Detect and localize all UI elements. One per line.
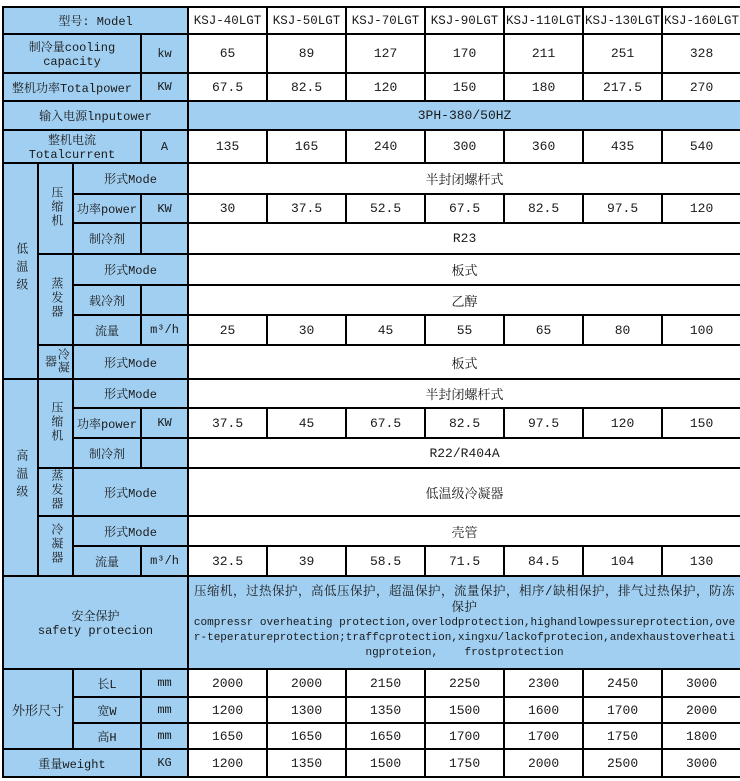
- value-cell: 540: [662, 130, 740, 163]
- value-cell: 1700: [583, 697, 662, 723]
- row-low-coolant: [3, 285, 740, 315]
- value-cell: 120: [346, 73, 425, 101]
- row-total-current: [3, 130, 740, 163]
- model-cell: KSJ-50LGT: [267, 7, 346, 34]
- value-cell: 3000: [662, 749, 740, 777]
- value-cell: 1350: [267, 749, 346, 777]
- high-refrigerant-value: R22/R404A: [188, 438, 740, 468]
- length-unit: mm: [141, 669, 188, 697]
- row-weight: [3, 749, 740, 777]
- low-coolant-unit-empty: [141, 285, 188, 315]
- value-cell: 37.5: [188, 408, 267, 438]
- high-refrigerant-label: 制冷剂: [73, 438, 141, 468]
- value-cell: 2000: [188, 669, 267, 697]
- row-dimension-width: [3, 697, 740, 723]
- value-cell: 240: [346, 130, 425, 163]
- safety-text-cn: 压缩机，过热保护，高低压保护，超温保护，流量保护，相序/缺相保护，排气过热保护，防冻保护: [194, 584, 736, 616]
- low-stage-label: 低温级: [3, 163, 38, 379]
- cooling-capacity-label: 制冷量cooling capacity: [3, 34, 141, 73]
- value-cell: 104: [583, 546, 662, 576]
- row-input-power: [3, 101, 740, 130]
- value-cell: 1750: [425, 749, 504, 777]
- row-low-condenser-mode: [3, 345, 740, 379]
- value-cell: 130: [662, 546, 740, 576]
- low-refrigerant-value: R23: [188, 223, 740, 254]
- value-cell: 2250: [425, 669, 504, 697]
- safety-label: [3, 576, 188, 669]
- value-cell: 45: [267, 408, 346, 438]
- high-stage-label: 高温级: [3, 379, 38, 576]
- low-refrigerant-unit-empty: [141, 223, 188, 254]
- weight-unit: KG: [141, 749, 188, 777]
- value-cell: 328: [662, 34, 740, 73]
- total-current-unit: A: [141, 130, 188, 163]
- high-flow-unit: m³/h: [141, 546, 188, 576]
- value-cell: 2150: [346, 669, 425, 697]
- value-cell: 1700: [504, 723, 583, 749]
- value-cell: 217.5: [583, 73, 662, 101]
- dimensions-label: 外形尺寸: [3, 669, 73, 749]
- row-low-flow: [3, 315, 740, 345]
- value-cell: 120: [662, 194, 740, 223]
- value-cell: 1800: [662, 723, 740, 749]
- low-refrigerant-label: 制冷剂: [73, 223, 141, 254]
- low-condenser-label: 冷凝器: [38, 345, 73, 379]
- value-cell: 127: [346, 34, 425, 73]
- model-cell: KSJ-160LGT: [662, 7, 740, 34]
- low-flow-unit: m³/h: [141, 315, 188, 345]
- model-cell: KSJ-110LGT: [504, 7, 583, 34]
- low-condenser-mode-label: 形式Mode: [73, 345, 188, 379]
- value-cell: 67.5: [425, 194, 504, 223]
- value-cell: 1650: [188, 723, 267, 749]
- low-coolant-value: 乙醇: [188, 285, 740, 315]
- high-condenser-mode-label: 形式Mode: [73, 516, 188, 546]
- high-compressor-mode-label: 形式Mode: [73, 379, 188, 408]
- row-total-power: [3, 73, 740, 101]
- low-evaporator-label: 蒸发器: [38, 254, 73, 345]
- low-evaporator-mode-value: 板式: [188, 254, 740, 285]
- value-cell: 435: [583, 130, 662, 163]
- value-cell: 270: [662, 73, 740, 101]
- value-cell: 251: [583, 34, 662, 73]
- value-cell: 82.5: [425, 408, 504, 438]
- value-cell: 1300: [267, 697, 346, 723]
- value-cell: 135: [188, 130, 267, 163]
- high-evaporator-mode-value: 低温级冷凝器: [188, 468, 740, 516]
- high-compressor-power-label: 功率power: [73, 408, 141, 438]
- safety-label-cn: 安全保护: [71, 610, 120, 624]
- row-low-compressor-power: [3, 194, 740, 223]
- value-cell: 65: [188, 34, 267, 73]
- value-cell: 360: [504, 130, 583, 163]
- length-label: 长L: [73, 669, 141, 697]
- high-refrigerant-unit-empty: [141, 438, 188, 468]
- value-cell: 2450: [583, 669, 662, 697]
- high-compressor-label: 压缩机: [38, 379, 73, 468]
- low-flow-label: 流量: [73, 315, 141, 345]
- value-cell: 58.5: [346, 546, 425, 576]
- high-compressor-mode-value: 半封闭螺杆式: [188, 379, 740, 408]
- low-compressor-power-unit: KW: [141, 194, 188, 223]
- value-cell: 2000: [662, 697, 740, 723]
- row-cooling-capacity: [3, 34, 740, 73]
- model-cell: KSJ-70LGT: [346, 7, 425, 34]
- value-cell: 32.5: [188, 546, 267, 576]
- low-compressor-mode-value: 半封闭螺杆式: [188, 163, 740, 194]
- value-cell: 150: [662, 408, 740, 438]
- value-cell: 67.5: [188, 73, 267, 101]
- model-cell: KSJ-130LGT: [583, 7, 662, 34]
- value-cell: 97.5: [583, 194, 662, 223]
- value-cell: 211: [504, 34, 583, 73]
- value-cell: 2000: [504, 749, 583, 777]
- total-power-unit: KW: [141, 73, 188, 101]
- value-cell: 165: [267, 130, 346, 163]
- total-power-label: 整机功率Totalpower: [3, 73, 141, 101]
- value-cell: 2000: [267, 669, 346, 697]
- value-cell: 1650: [267, 723, 346, 749]
- row-high-evaporator-mode: [3, 468, 740, 516]
- row-model: [3, 7, 740, 34]
- row-low-compressor-mode: [3, 163, 740, 194]
- value-cell: 1200: [188, 697, 267, 723]
- safety-label-en: safety protecion: [37, 624, 154, 638]
- value-cell: 150: [425, 73, 504, 101]
- value-cell: 100: [662, 315, 740, 345]
- high-evaporator-label: 蒸发器: [38, 468, 73, 516]
- value-cell: 1600: [504, 697, 583, 723]
- row-high-condenser-mode: [3, 516, 740, 546]
- value-cell: 1500: [346, 749, 425, 777]
- low-coolant-label: 载冷剂: [73, 285, 141, 315]
- value-cell: 25: [188, 315, 267, 345]
- value-cell: 82.5: [504, 194, 583, 223]
- safety-text-en: compressr overheating protection,overlodprotection,highandlowpessureprotection,over-teperatureprotection;traffcprotection,xingxu/lackofprotecion,andexhaustoverheatingproteion, frostprotection: [193, 617, 736, 660]
- value-cell: 2300: [504, 669, 583, 697]
- row-high-compressor-power: [3, 408, 740, 438]
- value-cell: 39: [267, 546, 346, 576]
- high-condenser-label: 冷凝器: [38, 516, 73, 576]
- low-compressor-mode-label: 形式Mode: [73, 163, 188, 194]
- safety-value: [188, 576, 740, 669]
- value-cell: 1350: [346, 697, 425, 723]
- value-cell: 1650: [346, 723, 425, 749]
- width-label: 宽W: [73, 697, 141, 723]
- height-unit: mm: [141, 723, 188, 749]
- cooling-capacity-unit: kw: [141, 34, 188, 73]
- value-cell: 180: [504, 73, 583, 101]
- high-evaporator-mode-label: 形式Mode: [73, 468, 188, 516]
- value-cell: 67.5: [346, 408, 425, 438]
- weight-label: 重量weight: [3, 749, 141, 777]
- value-cell: 71.5: [425, 546, 504, 576]
- input-power-label: 输入电源lnputower: [3, 101, 188, 130]
- row-high-refrigerant: [3, 438, 740, 468]
- model-header-label: 型号: Model: [3, 7, 188, 34]
- row-safety: [3, 576, 740, 669]
- total-current-label: 整机电流Totalcurrent: [3, 130, 141, 163]
- row-low-refrigerant: [3, 223, 740, 254]
- row-dimension-length: [3, 669, 740, 697]
- value-cell: 170: [425, 34, 504, 73]
- value-cell: 2500: [583, 749, 662, 777]
- value-cell: 30: [188, 194, 267, 223]
- row-high-compressor-mode: [3, 379, 740, 408]
- value-cell: 300: [425, 130, 504, 163]
- model-cell: KSJ-40LGT: [188, 7, 267, 34]
- value-cell: 45: [346, 315, 425, 345]
- row-high-condenser-flow: [3, 546, 740, 576]
- value-cell: 1200: [188, 749, 267, 777]
- model-cell: KSJ-90LGT: [425, 7, 504, 34]
- value-cell: 97.5: [504, 408, 583, 438]
- value-cell: 1750: [583, 723, 662, 749]
- low-compressor-power-label: 功率power: [73, 194, 141, 223]
- value-cell: 1500: [425, 697, 504, 723]
- value-cell: 3000: [662, 669, 740, 697]
- value-cell: 82.5: [267, 73, 346, 101]
- value-cell: 37.5: [267, 194, 346, 223]
- value-cell: 30: [267, 315, 346, 345]
- value-cell: 84.5: [504, 546, 583, 576]
- value-cell: 89: [267, 34, 346, 73]
- value-cell: 55: [425, 315, 504, 345]
- value-cell: 52.5: [346, 194, 425, 223]
- value-cell: 65: [504, 315, 583, 345]
- height-label: 高H: [73, 723, 141, 749]
- row-dimension-height: [3, 723, 740, 749]
- value-cell: 1700: [425, 723, 504, 749]
- row-low-evaporator-mode: [3, 254, 740, 285]
- high-compressor-power-unit: KW: [141, 408, 188, 438]
- input-power-value: 3PH-380/50HZ: [188, 101, 740, 130]
- high-flow-label: 流量: [73, 546, 141, 576]
- low-condenser-mode-value: 板式: [188, 345, 740, 379]
- low-evaporator-mode-label: 形式Mode: [73, 254, 188, 285]
- low-compressor-label: 压缩机: [38, 163, 73, 254]
- value-cell: 80: [583, 315, 662, 345]
- chiller-spec-table: [2, 6, 740, 778]
- high-condenser-mode-value: 壳管: [188, 516, 740, 546]
- width-unit: mm: [141, 697, 188, 723]
- value-cell: 120: [583, 408, 662, 438]
